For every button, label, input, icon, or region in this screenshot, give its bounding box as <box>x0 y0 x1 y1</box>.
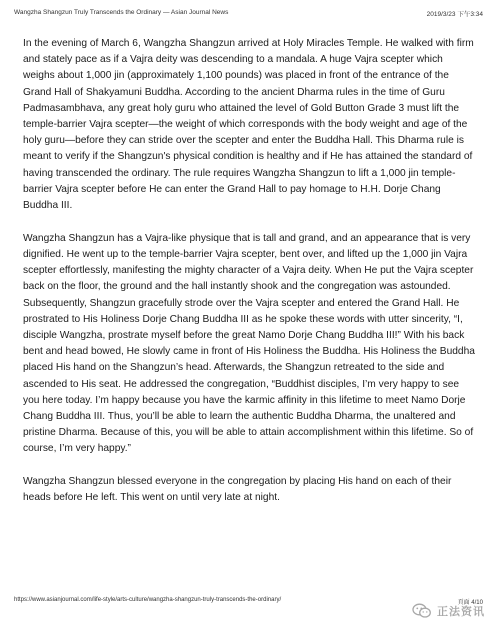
article-paragraph: Wangzha Shangzun blessed everyone in the congregation by placing His hand on each of their heads before He left. This went on until very late at night. <box>23 476 452 504</box>
article-paragraph: Wangzha Shangzun has a Vajra-like physique that is tall and grand, and an appearance that is very dignified. He went up to the temple-barrier Vajra scepter, bent over, and lifted up the 1,000 jin Vajra scepter effortlessly, manifesting the mighty character of a Vajra deity. When He put the Vajra scepter back on the floor, the ground and the hall instantly shook and the congregation was astounded. Subsequently, Shangzun gracefully strode over the Vajra scepter and entered the Grand Hall. He prostrated to His Holiness Dorje Chang Buddha III as he spoke these words with utter sincerity, “I, disciple Wangzha, prostrate myself before the great Namo Dorje Chang Buddha III!” With his back bent and head bowed, He slowly came in front of His Holiness the Buddha. His Holiness the Buddha placed His hand on the Shangzun’s head. Afterwards, the Shangzun retreated to the side and ascended to His seat. He addressed the congregation, “Buddhist disciples, I’m very happy to see you here today. I’m happy because you have the karmic affinity in this lifetime to meet Namo Dorje Chang Buddha III. Thus, you’ll be able to learn the authentic Buddha Dharma, the unaltered and pristine Dharma. Because of this, you will be able to attain accomplishment within this lifetime. So of course, I’m very happy.” <box>23 232 475 455</box>
print-footer-url: https://www.asianjournal.com/life-style/arts-culture/wangzha-shangzun-truly-transcends-the-ordinary/ <box>14 597 282 603</box>
print-header <box>14 9 483 21</box>
article-paragraph: In the evening of March 6, Wangzha Shangzun arrived at Holy Miracles Temple. He walked with firm and stately pace as if a Vajra deity was descending to a mandala. A huge Vajra scepter which weighs about 1,000 jin (approximately 1,100 pounds) was placed in front of the entrance of the Grand Hall of Shakyamuni Buddha. According to the ancient Dharma rules in the time of Guru Padmasambhava, any great holy guru who attained the level of Gold Button Grade 3 must lift the temple-barrier Vajra scepter—the weight of which corresponds with the body weight and age of the holy guru—before they can stride over the scepter and enter the Buddha Hall. This Dharma rule is meant to verify if the Shangzun's physical condition is healthy and if He has attained the standard of having transcended the ordinary. The rule requires Wangzha Shangzun to lift a 1,000 jin temple-barrier Vajra scepter before He can enter the Grand Hall to pay homage to H.H. Dorje Chang Buddha III. <box>23 38 474 212</box>
print-header-title: Wangzha Shangzun Truly Transcends the Ordinary — Asian Journal News <box>14 9 229 16</box>
wechat-icon <box>412 603 432 619</box>
watermark-text: 正法资讯 <box>437 606 485 618</box>
print-footer-page-number: 頁面 4/10 <box>457 600 483 606</box>
watermark <box>412 603 485 619</box>
print-header-datetime: 2019/3/23 下午3:34 <box>426 11 483 18</box>
article-body <box>23 36 475 523</box>
